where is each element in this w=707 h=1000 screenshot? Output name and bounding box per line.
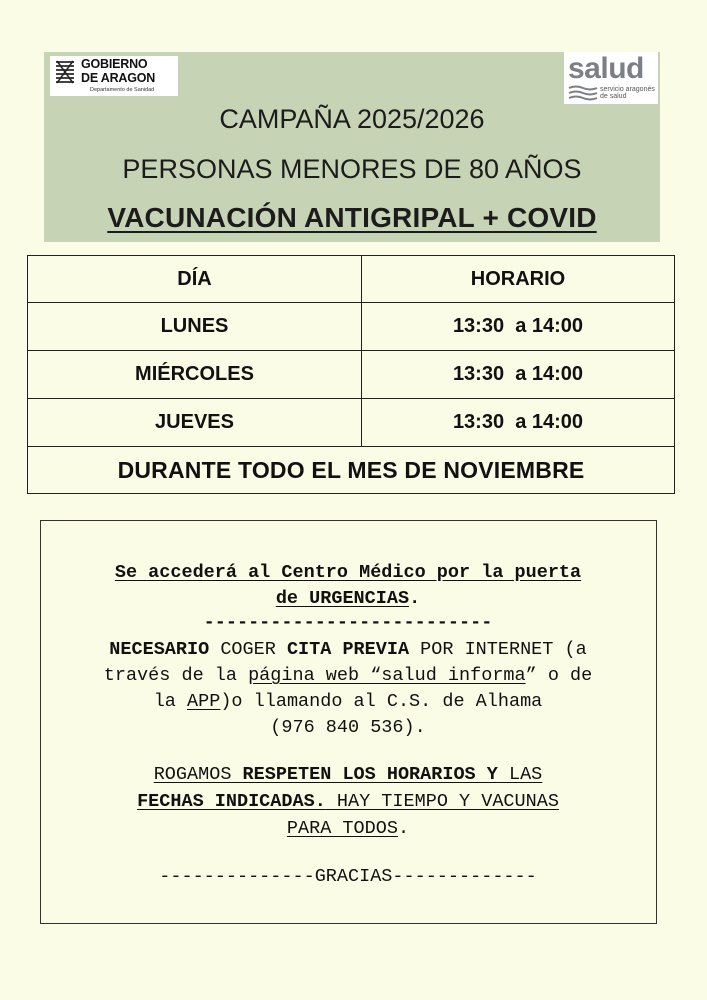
cita-text-5: la [153,691,188,712]
gobierno-aragon-logo [50,56,178,96]
table-header-row [28,256,675,303]
access-line-2 [41,586,655,612]
fechas-text: FECHAS INDICADAS. [137,791,326,812]
time-cell: 13:30 a 14:00 [362,351,675,399]
rogamos-line-2 [41,789,655,815]
gracias-line: --------------GRACIAS------------- [159,866,537,887]
logo-line1: GOBIERNO [81,57,148,71]
table-row [28,399,675,447]
time-cell: 13:30 a 14:00 [362,399,675,447]
day-cell: JUEVES [28,399,362,447]
rogamos-word: ROGAMOS [153,764,232,785]
access-text-1: Se accederá al Centro Médico por la puerta [114,562,582,583]
vaccination-title [44,202,660,234]
salud-subtitle: servicio aragonés de salud [600,86,655,100]
cita-line-2 [41,663,655,689]
cita-text-2: POR INTERNET (a [409,639,587,660]
cita-text: COGER [209,639,287,660]
para-todos-end: . [397,818,410,839]
app-link[interactable]: APP [187,691,221,712]
respeten-text: RESPETEN LOS HORARIOS Y [231,764,498,785]
logo-line2: DE ARAGON [81,71,156,85]
header-banner [44,52,660,242]
campaign-title: CAMPAÑA 2025/2026 [219,104,485,134]
salud-waves-icon [568,85,598,101]
table-footer-row [28,447,675,494]
salud-logo [564,52,658,104]
rogamos-line-3 [41,816,655,842]
cita-previa-word: CITA PREVIA [286,639,410,660]
cita-line-3 [41,689,655,715]
salud-word: salud [568,52,644,85]
cita-text-6: )o llamando al C.S. de Alhama [220,691,543,712]
table-row [28,303,675,351]
table-row [28,351,675,399]
phone-line: (976 840 536). [270,717,426,738]
cita-text-4: ” o de [525,665,593,686]
time-cell: 13:30 a 14:00 [362,303,675,351]
notice-box [40,520,657,924]
target-group: PERSONAS MENORES DE 80 AÑOS [122,154,582,184]
salud-informa-link[interactable]: página web “salud informa [248,665,526,686]
vaccination-title-text: VACUNACIÓN ANTIGRIPAL + COVID [107,202,597,233]
month-note: DURANTE TODO EL MES DE NOVIEMBRE [28,447,675,494]
cita-text-3: través de la [103,665,249,686]
header-time: HORARIO [362,256,675,303]
day-cell: MIÉRCOLES [28,351,362,399]
logo-line3: Departamento de Sanidad [90,87,155,93]
cita-line-1 [41,637,655,663]
aragon-crest-icon [54,59,76,85]
tiempo-text: HAY TIEMPO Y VACUNAS [325,791,559,812]
separator-line: -------------------------- [203,612,493,633]
access-line-1 [41,560,655,586]
access-text-2: de URGENCIAS [275,588,410,609]
schedule-table [27,255,675,494]
necesario-word: NECESARIO [109,639,210,660]
access-end: . [409,588,421,609]
header-day: DÍA [28,256,362,303]
rogamos-line-1 [41,762,655,788]
para-todos-text: PARA TODOS [286,818,398,839]
day-cell: LUNES [28,303,362,351]
las-word: LAS [497,764,543,785]
